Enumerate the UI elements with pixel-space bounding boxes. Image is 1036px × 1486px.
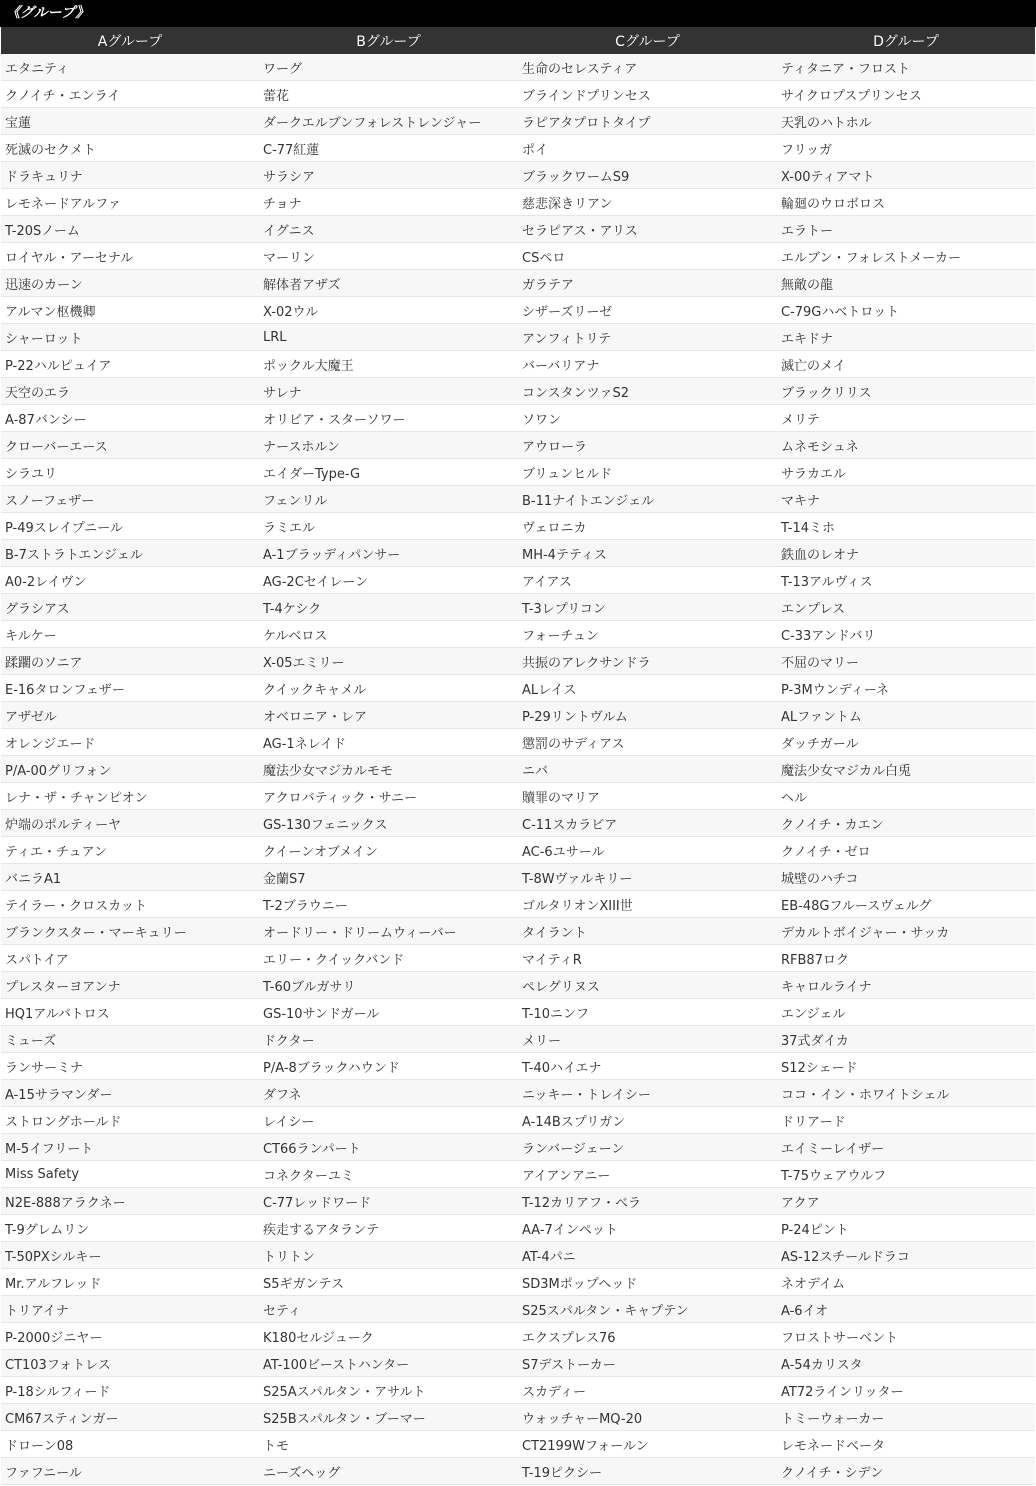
group-d-cell: エンプレス xyxy=(777,594,1035,621)
group-b-cell: LRL xyxy=(259,324,518,351)
table-row xyxy=(1,810,1035,837)
table-row xyxy=(1,1161,1035,1188)
group-d-cell: ブラックリリス xyxy=(777,378,1035,405)
group-c-cell: A-14Bスプリガン xyxy=(518,1107,777,1134)
group-d-cell: 無敵の龍 xyxy=(777,270,1035,297)
group-a-cell: P-22ハルピュイア xyxy=(1,351,259,378)
table-row xyxy=(1,1026,1035,1053)
group-b-cell: マーリン xyxy=(259,243,518,270)
group-b-cell: 疾走するアタランテ xyxy=(259,1215,518,1242)
group-b-cell: K180セルジューク xyxy=(259,1323,518,1350)
table-row xyxy=(1,1323,1035,1350)
table-row xyxy=(1,459,1035,486)
group-a-cell: P-18シルフィード xyxy=(1,1377,259,1404)
group-d-cell: T-13アルヴィス xyxy=(777,567,1035,594)
group-c-cell: 贖罪のマリア xyxy=(518,783,777,810)
group-b-cell: 魔法少女マジカルモモ xyxy=(259,756,518,783)
group-d-cell: フリッガ xyxy=(777,135,1035,162)
group-c-cell: ソワン xyxy=(518,405,777,432)
group-a-cell: 炉端のポルティーヤ xyxy=(1,810,259,837)
group-a-cell: B-7ストラトエンジェル xyxy=(1,540,259,567)
group-d-cell: AT72ラインリッター xyxy=(777,1377,1035,1404)
group-a-cell: スノーフェザー xyxy=(1,486,259,513)
group-c-cell: ペレグリヌス xyxy=(518,972,777,999)
table-row xyxy=(1,621,1035,648)
group-d-cell: エラトー xyxy=(777,216,1035,243)
table-row xyxy=(1,540,1035,567)
group-c-cell: ゴルタリオンXIII世 xyxy=(518,891,777,918)
table-row xyxy=(1,864,1035,891)
group-a-cell: バニラA1 xyxy=(1,864,259,891)
group-a-cell: T-9グレムリン xyxy=(1,1215,259,1242)
table-row xyxy=(1,1350,1035,1377)
table-row xyxy=(1,1269,1035,1296)
group-d-cell: EB-48Gフルースヴェルグ xyxy=(777,891,1035,918)
group-c-cell: フォーチュン xyxy=(518,621,777,648)
group-c-cell: P-29リントヴルム xyxy=(518,702,777,729)
table-row xyxy=(1,405,1035,432)
group-b-cell: ポックル大魔王 xyxy=(259,351,518,378)
group-b-cell: P/A-8ブラックハウンド xyxy=(259,1053,518,1080)
group-c-cell: ブリュンヒルド xyxy=(518,459,777,486)
group-d-cell: P-24ピント xyxy=(777,1215,1035,1242)
group-a-cell: ドラキュリナ xyxy=(1,162,259,189)
group-c-cell: ウォッチャーMQ-20 xyxy=(518,1404,777,1431)
group-c-cell: シザーズリーゼ xyxy=(518,297,777,324)
group-b-cell: GS-10サンドガール xyxy=(259,999,518,1026)
group-c-cell: ランバージェーン xyxy=(518,1134,777,1161)
group-c-cell: ブラインドプリンセス xyxy=(518,81,777,108)
group-c-cell: バーバリアナ xyxy=(518,351,777,378)
table-row xyxy=(1,837,1035,864)
group-c-cell: ポイ xyxy=(518,135,777,162)
group-c-cell: S25スパルタン・キャプテン xyxy=(518,1296,777,1323)
group-b-cell: オベロニア・レア xyxy=(259,702,518,729)
group-a-cell: 天空のエラ xyxy=(1,378,259,405)
group-d-cell: ティタニア・フロスト xyxy=(777,54,1035,81)
group-b-cell: X-02ウル xyxy=(259,297,518,324)
table-row xyxy=(1,324,1035,351)
group-a-cell: M-5イフリート xyxy=(1,1134,259,1161)
group-b-cell: GS-130フェニックス xyxy=(259,810,518,837)
group-d-cell: フロストサーベント xyxy=(777,1323,1035,1350)
group-c-cell: ニバ xyxy=(518,756,777,783)
group-c-cell: 慈悲深きリアン xyxy=(518,189,777,216)
group-c-cell: アウローラ xyxy=(518,432,777,459)
group-c-cell: 生命のセレスティア xyxy=(518,54,777,81)
group-b-cell: T-2ブラウニー xyxy=(259,891,518,918)
group-d-cell: トミーウォーカー xyxy=(777,1404,1035,1431)
group-a-cell: ランサーミナ xyxy=(1,1053,259,1080)
group-b-cell: クイーンオブメイン xyxy=(259,837,518,864)
group-b-cell: ダフネ xyxy=(259,1080,518,1107)
page-title: 《グループ》 xyxy=(0,0,1036,27)
group-d-cell: C-33アンドバリ xyxy=(777,621,1035,648)
group-a-cell: グラシアス xyxy=(1,594,259,621)
table-row xyxy=(1,702,1035,729)
group-b-cell: 金蘭S7 xyxy=(259,864,518,891)
group-a-cell: プレスターヨアンナ xyxy=(1,972,259,999)
group-b-cell: オードリー・ドリームウィーバー xyxy=(259,918,518,945)
group-b-cell: エリー・クイックバンド xyxy=(259,945,518,972)
group-c-cell: S7デストーカー xyxy=(518,1350,777,1377)
group-a-cell: ドローン08 xyxy=(1,1431,259,1458)
group-d-cell: A-54カリスタ xyxy=(777,1350,1035,1377)
table-row xyxy=(1,756,1035,783)
group-a-cell: P-2000ジニヤー xyxy=(1,1323,259,1350)
group-a-cell: 死滅のセクメト xyxy=(1,135,259,162)
table-row xyxy=(1,81,1035,108)
group-c-cell: アイアス xyxy=(518,567,777,594)
group-b-cell: サラシア xyxy=(259,162,518,189)
table-body xyxy=(1,54,1035,1485)
table-row xyxy=(1,1242,1035,1269)
group-d-cell: X-00ティアマト xyxy=(777,162,1035,189)
group-c-cell: ALレイス xyxy=(518,675,777,702)
group-d-cell: T-75ウェアウルフ xyxy=(777,1161,1035,1188)
group-c-cell: AA-7インペット xyxy=(518,1215,777,1242)
group-d-cell: デカルトボイジャー・サッカ xyxy=(777,918,1035,945)
table-row xyxy=(1,1404,1035,1431)
group-b-cell: S5ギガンテス xyxy=(259,1269,518,1296)
group-a-cell: ティエ・チュアン xyxy=(1,837,259,864)
group-d-cell: クノイチ・シデン xyxy=(777,1458,1035,1485)
group-b-cell: セティ xyxy=(259,1296,518,1323)
group-a-cell: シラユリ xyxy=(1,459,259,486)
group-table xyxy=(1,27,1035,1485)
group-b-cell: チョナ xyxy=(259,189,518,216)
group-a-cell: クローバーエース xyxy=(1,432,259,459)
group-d-cell: ココ・イン・ホワイトシェル xyxy=(777,1080,1035,1107)
group-d-cell: クノイチ・カエン xyxy=(777,810,1035,837)
group-d-cell: 天乳のハトホル xyxy=(777,108,1035,135)
group-b-cell: 解体者アザズ xyxy=(259,270,518,297)
group-a-cell: A-15サラマンダー xyxy=(1,1080,259,1107)
group-d-cell: ダッチガール xyxy=(777,729,1035,756)
group-d-cell: 滅亡のメイ xyxy=(777,351,1035,378)
table-row xyxy=(1,1053,1035,1080)
group-b-cell: レイシー xyxy=(259,1107,518,1134)
group-c-cell: タイラント xyxy=(518,918,777,945)
group-b-cell: トリトン xyxy=(259,1242,518,1269)
group-a-cell: テイラー・クロスカット xyxy=(1,891,259,918)
table-row xyxy=(1,1296,1035,1323)
group-b-cell: C-77レッドワード xyxy=(259,1188,518,1215)
group-d-cell: ドリアード xyxy=(777,1107,1035,1134)
group-b-cell: S25Aスパルタン・アサルト xyxy=(259,1377,518,1404)
table-row xyxy=(1,432,1035,459)
table-row xyxy=(1,189,1035,216)
group-c-cell: AC-6ユサール xyxy=(518,837,777,864)
group-d-cell: メリテ xyxy=(777,405,1035,432)
header-group-d: Dグループ xyxy=(777,27,1035,54)
group-b-cell: S25Bスパルタン・ブーマー xyxy=(259,1404,518,1431)
group-b-cell: サレナ xyxy=(259,378,518,405)
table-row xyxy=(1,513,1035,540)
group-a-cell: クノイチ・エンライ xyxy=(1,81,259,108)
table-row xyxy=(1,162,1035,189)
group-d-cell: S12シェード xyxy=(777,1053,1035,1080)
group-a-cell: A0-2レイヴン xyxy=(1,567,259,594)
group-a-cell: CM67スティンガー xyxy=(1,1404,259,1431)
group-c-cell: ガラテア xyxy=(518,270,777,297)
group-a-cell: A-87バンシー xyxy=(1,405,259,432)
table-row xyxy=(1,297,1035,324)
group-b-cell: ダークエルブンフォレストレンジャー xyxy=(259,108,518,135)
group-d-cell: 鉄血のレオナ xyxy=(777,540,1035,567)
group-a-cell: T-50PXシルキー xyxy=(1,1242,259,1269)
table-header-row xyxy=(1,27,1035,54)
group-c-cell: T-40ハイエナ xyxy=(518,1053,777,1080)
group-a-cell: Miss Safety xyxy=(1,1161,259,1188)
group-d-cell: ヘル xyxy=(777,783,1035,810)
table-row xyxy=(1,270,1035,297)
table-row xyxy=(1,594,1035,621)
group-a-cell: レモネードアルファ xyxy=(1,189,259,216)
group-b-cell: AG-1ネレイド xyxy=(259,729,518,756)
group-a-cell: 迅速のカーン xyxy=(1,270,259,297)
table-row xyxy=(1,675,1035,702)
group-b-cell: ワーグ xyxy=(259,54,518,81)
group-a-cell: ファフニール xyxy=(1,1458,259,1485)
group-a-cell: シャーロット xyxy=(1,324,259,351)
group-b-cell: アクロバティック・サニー xyxy=(259,783,518,810)
table-row xyxy=(1,1431,1035,1458)
group-b-cell: T-60ブルガサリ xyxy=(259,972,518,999)
group-c-cell: コンスタンツァS2 xyxy=(518,378,777,405)
group-c-cell: AT-4パニ xyxy=(518,1242,777,1269)
group-a-cell: アルマン枢機卿 xyxy=(1,297,259,324)
group-a-cell: ブランクスター・マーキュリー xyxy=(1,918,259,945)
group-d-cell: 輪廻のウロボロス xyxy=(777,189,1035,216)
group-c-cell: 懲罰のサディアス xyxy=(518,729,777,756)
group-c-cell: メリー xyxy=(518,1026,777,1053)
group-d-cell: AS-12スチールドラコ xyxy=(777,1242,1035,1269)
group-c-cell: ニッキー・トレイシー xyxy=(518,1080,777,1107)
group-d-cell: レモネードベータ xyxy=(777,1431,1035,1458)
table-row xyxy=(1,567,1035,594)
group-c-cell: ブラックワームS9 xyxy=(518,162,777,189)
group-a-cell: エタニティ xyxy=(1,54,259,81)
group-d-cell: エルブン・フォレストメーカー xyxy=(777,243,1035,270)
group-c-cell: B-11ナイトエンジェル xyxy=(518,486,777,513)
group-a-cell: N2E-888アラクネー xyxy=(1,1188,259,1215)
group-a-cell: 蹂躙のソニア xyxy=(1,648,259,675)
group-d-cell: エイミーレイザー xyxy=(777,1134,1035,1161)
group-a-cell: T-20Sノーム xyxy=(1,216,259,243)
group-c-cell: マイティR xyxy=(518,945,777,972)
group-c-cell: エクスプレス76 xyxy=(518,1323,777,1350)
group-b-cell: ラミエル xyxy=(259,513,518,540)
group-a-cell: Mr.アルフレッド xyxy=(1,1269,259,1296)
group-c-cell: ヴェロニカ xyxy=(518,513,777,540)
table-row xyxy=(1,918,1035,945)
group-a-cell: ミューズ xyxy=(1,1026,259,1053)
group-d-cell: 不屈のマリー xyxy=(777,648,1035,675)
table-row xyxy=(1,999,1035,1026)
group-a-cell: トリアイナ xyxy=(1,1296,259,1323)
group-c-cell: SD3Mポップヘッド xyxy=(518,1269,777,1296)
group-d-cell: ムネモシュネ xyxy=(777,432,1035,459)
group-d-cell: T-14ミホ xyxy=(777,513,1035,540)
group-b-cell: トモ xyxy=(259,1431,518,1458)
header-group-c: Cグループ xyxy=(518,27,777,54)
table-row xyxy=(1,243,1035,270)
table-row xyxy=(1,1215,1035,1242)
group-b-cell: T-4ケシク xyxy=(259,594,518,621)
group-c-cell: CT2199Wフォールン xyxy=(518,1431,777,1458)
group-b-cell: C-77紅蓮 xyxy=(259,135,518,162)
group-a-cell: P/A-00グリフォン xyxy=(1,756,259,783)
table-row xyxy=(1,945,1035,972)
table-row xyxy=(1,1377,1035,1404)
group-d-cell: 魔法少女マジカル白兎 xyxy=(777,756,1035,783)
header-group-b: Bグループ xyxy=(259,27,518,54)
group-d-cell: ネオデイム xyxy=(777,1269,1035,1296)
table-row xyxy=(1,216,1035,243)
group-a-cell: レナ・ザ・チャンピオン xyxy=(1,783,259,810)
group-d-cell: P-3Mウンディーネ xyxy=(777,675,1035,702)
group-b-cell: フェンリル xyxy=(259,486,518,513)
group-d-cell: サラカエル xyxy=(777,459,1035,486)
table-row xyxy=(1,1107,1035,1134)
group-b-cell: クイックキャメル xyxy=(259,675,518,702)
group-b-cell: ニーズヘッグ xyxy=(259,1458,518,1485)
group-c-cell: T-12カリアフ・ベラ xyxy=(518,1188,777,1215)
group-c-cell: アンフィトリテ xyxy=(518,324,777,351)
group-b-cell: オリビア・スターソワー xyxy=(259,405,518,432)
table-row xyxy=(1,54,1035,81)
group-c-cell: アイアンアニー xyxy=(518,1161,777,1188)
group-c-cell: T-3レプリコン xyxy=(518,594,777,621)
group-a-cell: ロイヤル・アーセナル xyxy=(1,243,259,270)
group-c-cell: T-10ニンフ xyxy=(518,999,777,1026)
group-a-cell: E-16タロンフェザー xyxy=(1,675,259,702)
group-c-cell: スカディー xyxy=(518,1377,777,1404)
group-c-cell: T-8Wヴァルキリー xyxy=(518,864,777,891)
group-d-cell: エキドナ xyxy=(777,324,1035,351)
table-row xyxy=(1,135,1035,162)
group-a-cell: 宝蓮 xyxy=(1,108,259,135)
group-c-cell: ラピアタプロトタイプ xyxy=(518,108,777,135)
group-b-cell: 蕾花 xyxy=(259,81,518,108)
group-d-cell: 城壁のハチコ xyxy=(777,864,1035,891)
table-row xyxy=(1,1134,1035,1161)
group-b-cell: A-1ブラッディパンサー xyxy=(259,540,518,567)
group-b-cell: AT-100ビーストハンター xyxy=(259,1350,518,1377)
table-row xyxy=(1,891,1035,918)
group-a-cell: オレンジエード xyxy=(1,729,259,756)
group-d-cell: C-79Gハベトロット xyxy=(777,297,1035,324)
table-row xyxy=(1,972,1035,999)
table-row xyxy=(1,108,1035,135)
group-d-cell: エンジェル xyxy=(777,999,1035,1026)
group-a-cell: スパトイア xyxy=(1,945,259,972)
header-group-a: Aグループ xyxy=(1,27,259,54)
table-row xyxy=(1,378,1035,405)
group-d-cell: クノイチ・ゼロ xyxy=(777,837,1035,864)
group-a-cell: CT103フォトレス xyxy=(1,1350,259,1377)
group-d-cell: ALファントム xyxy=(777,702,1035,729)
group-b-cell: CT66ランパート xyxy=(259,1134,518,1161)
group-b-cell: イグニス xyxy=(259,216,518,243)
group-d-cell: アクア xyxy=(777,1188,1035,1215)
group-d-cell: RFB87ロク xyxy=(777,945,1035,972)
group-c-cell: CSペロ xyxy=(518,243,777,270)
group-b-cell: コネクターユミ xyxy=(259,1161,518,1188)
group-b-cell: エイダーType-G xyxy=(259,459,518,486)
group-b-cell: X-05エミリー xyxy=(259,648,518,675)
group-c-cell: MH-4テティス xyxy=(518,540,777,567)
group-d-cell: サイクロプスプリンセス xyxy=(777,81,1035,108)
group-c-cell: 共振のアレクサンドラ xyxy=(518,648,777,675)
group-a-cell: アザゼル xyxy=(1,702,259,729)
table-row xyxy=(1,1080,1035,1107)
group-b-cell: ケルベロス xyxy=(259,621,518,648)
group-a-cell: ストロングホールド xyxy=(1,1107,259,1134)
group-a-cell: HQ1アルバトロス xyxy=(1,999,259,1026)
group-d-cell: 37式ダイカ xyxy=(777,1026,1035,1053)
group-c-cell: T-19ピクシー xyxy=(518,1458,777,1485)
table-row xyxy=(1,783,1035,810)
table-row xyxy=(1,1188,1035,1215)
group-c-cell: C-11スカラビア xyxy=(518,810,777,837)
group-b-cell: ナースホルン xyxy=(259,432,518,459)
group-d-cell: キャロルライナ xyxy=(777,972,1035,999)
group-b-cell: ドクター xyxy=(259,1026,518,1053)
group-d-cell: A-6イオ xyxy=(777,1296,1035,1323)
group-d-cell: マキナ xyxy=(777,486,1035,513)
group-c-cell: セラピアス・アリス xyxy=(518,216,777,243)
group-b-cell: AG-2Cセイレーン xyxy=(259,567,518,594)
table-row xyxy=(1,1458,1035,1485)
group-a-cell: P-49スレイプニール xyxy=(1,513,259,540)
table-row xyxy=(1,486,1035,513)
group-a-cell: キルケー xyxy=(1,621,259,648)
table-row xyxy=(1,351,1035,378)
table-row xyxy=(1,648,1035,675)
table-row xyxy=(1,729,1035,756)
